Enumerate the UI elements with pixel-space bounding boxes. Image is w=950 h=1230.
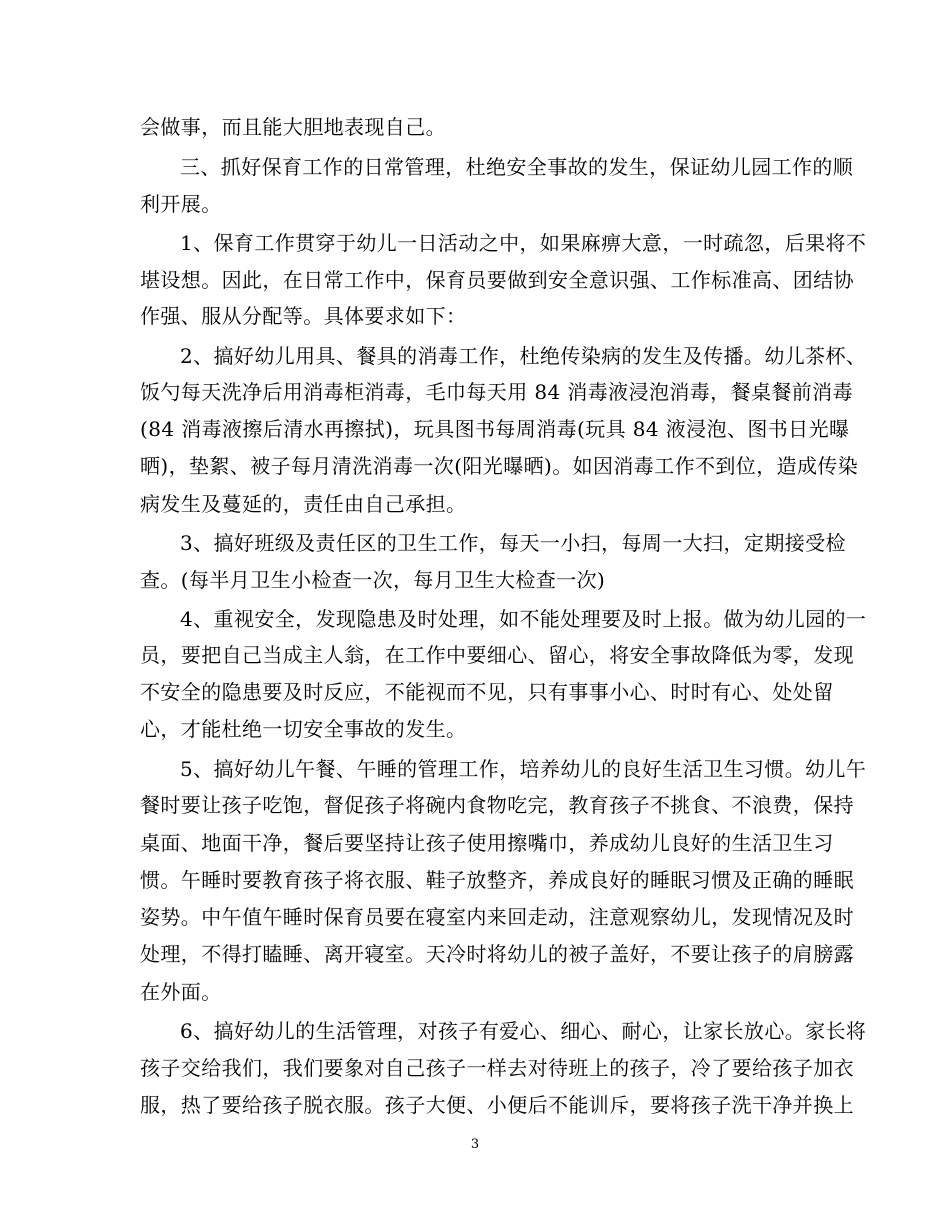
text-line: 在外面。 [140, 980, 222, 1004]
text-line: 姿势。中午值午睡时保育员要在寝室内来回走动，注意观察幼儿，发现情况及时 [140, 905, 854, 929]
text-line: 孩子交给我们，我们要象对自己孩子一样去对待班上的孩子，冷了要给孩子加衣 [140, 1056, 854, 1080]
text-line: 不安全的隐患要及时反应，不能视而不见，只有事事小心、时时有心、处处留 [140, 680, 834, 704]
text-line: (84 消毒液擦后清水再擦拭)，玩具图书每周消毒(玩具 84 液浸泡、图书日光曝 [140, 417, 850, 441]
text-line: 3、搞好班级及责任区的卫生工作，每天一小扫，每周一大扫，定期接受检 [180, 531, 846, 555]
text-line: 2、搞好幼儿用具、餐具的消毒工作，杜绝传染病的发生及传播。幼儿茶杯、 [180, 344, 867, 368]
page-number: 3 [470, 1137, 480, 1152]
text-line: 1、保育工作贯穿于幼儿一日活动之中，如果麻痹大意，一时疏忽，后果将不 [180, 231, 867, 255]
text-line: 晒)，垫絮、被子每月清洗消毒一次(阳光曝晒)。如因消毒工作不到位，造成传染 [140, 454, 859, 478]
text-line: 惯。午睡时要教育孩子将衣服、鞋子放整齐，养成良好的睡眠习惯及正确的睡眠 [140, 868, 854, 892]
text-line: 处理，不得打瞌睡、离开寝室。天冷时将幼儿的被子盖好，不要让孩子的肩膀露 [140, 942, 854, 966]
text-line: 会做事，而且能大胆地表现自己。 [140, 115, 446, 139]
text-line: 心，才能杜绝一切安全事故的发生。 [140, 717, 467, 741]
text-line: 作强、服从分配等。具体要求如下： [140, 304, 467, 328]
text-line: 桌面、地面干净，餐后要坚持让孩子使用擦嘴巾，养成幼儿良好的生活卫生习 [140, 831, 834, 855]
text-line: 堪设想。因此，在日常工作中，保育员要做到安全意识强、工作标准高、团结协 [140, 268, 854, 292]
text-line: 利开展。 [140, 192, 222, 216]
text-line: 查。(每半月卫生小检查一次，每月卫生大检查一次) [140, 568, 606, 592]
text-line: 病发生及蔓延的，责任由自己承担。 [140, 492, 467, 516]
text-line: 6、搞好幼儿的生活管理，对孩子有爱心、细心、耐心，让家长放心。家长将 [180, 1019, 867, 1043]
text-line: 5、搞好幼儿午餐、午睡的管理工作，培养幼儿的良好生活卫生习惯。幼儿午 [180, 757, 867, 781]
text-line: 三、抓好保育工作的日常管理，杜绝安全事故的发生，保证幼儿园工作的顺 [180, 155, 854, 179]
text-line: 员，要把自己当成主人翁，在工作中要细心、留心，将安全事故降低为零，发现 [140, 643, 854, 667]
text-line: 服，热了要给孩子脱衣服。孩子大便、小便后不能训斥，要将孩子洗干净并换上 [140, 1093, 854, 1117]
text-line: 4、重视安全，发现隐患及时处理，如不能处理要及时上报。做为幼儿园的一 [180, 607, 867, 631]
text-line: 餐时要让孩子吃饱，督促孩子将碗内食物吃完，教育孩子不挑食、不浪费，保持 [140, 793, 854, 817]
text-line: 饭勺每天洗净后用消毒柜消毒，毛巾每天用 84 消毒液浸泡消毒，餐桌餐前消毒 [140, 380, 853, 404]
